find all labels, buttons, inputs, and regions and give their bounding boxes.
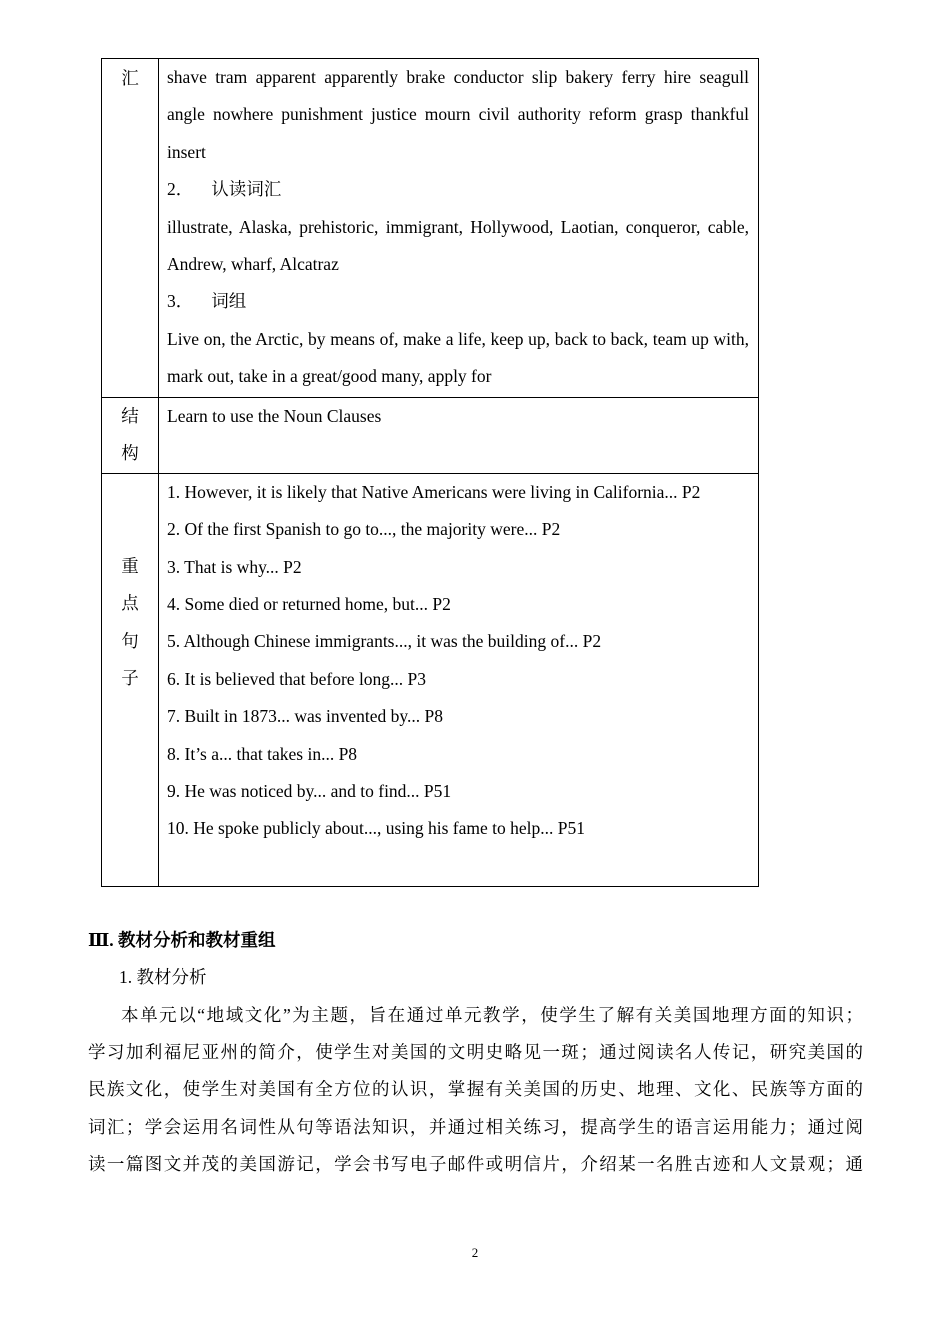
vocabulary-label-cell xyxy=(102,59,159,398)
textbook-analysis-paragraph xyxy=(88,997,863,1183)
key-sentence-item: 9. He was noticed by... and to find... P51 xyxy=(167,781,452,802)
structure-label-cell xyxy=(102,398,159,474)
vocabulary-label-char: 汇 xyxy=(121,68,139,88)
key-sentences-label-char: 重 xyxy=(121,555,139,576)
key-sentences-row xyxy=(102,473,759,886)
key-sentences-label-char: 子 xyxy=(121,668,139,689)
key-sentence-item: 1. However, it is likely that Native Americans were living in California... P2 xyxy=(167,481,701,502)
key-sentence-item: 2. Of the first Spanish to go to..., the majority were... P2 xyxy=(167,519,561,540)
key-sentence-item: 8. It’s a... that takes in... P8 xyxy=(167,743,358,764)
paragraph-line: 本单元以“地域文化”为主题，旨在通过单元教学，使学生了解有关美国地理方面的知识； xyxy=(121,1005,863,1025)
reading-vocabulary-number: 2． xyxy=(167,179,194,200)
structure-row xyxy=(102,398,759,474)
key-sentences-label-char: 句 xyxy=(121,630,139,651)
paragraph-line: 民族文化，使学生对美国有全方位的认识，掌握有关美国的历史、地理、文化、民族等方面的 xyxy=(88,1079,863,1100)
phrases-title: 词组 xyxy=(211,291,247,312)
textbook-analysis-subheading: 1. 教材分析 xyxy=(119,967,207,987)
section-heading: Ⅲ. 教材分析和教材重组 xyxy=(88,930,276,950)
paragraph-line: 学习加利福尼亚州的简介，使学生对美国的文明史略见一斑；通过阅读名人传记，研究美国的 xyxy=(88,1042,863,1063)
structure-content-cell xyxy=(159,398,759,474)
phrases-number: 3． xyxy=(167,291,194,312)
core-vocabulary-words: shave tram apparent apparently brake conductor slip bakery ferry hire seagull angle nowhere punishment justice mourn civil authority reform grasp thankful insert xyxy=(167,67,749,162)
reading-vocabulary-heading xyxy=(167,171,749,208)
structure-text: Learn to use the Noun Clauses xyxy=(167,406,382,426)
key-sentences-label-cell xyxy=(102,473,159,886)
structure-label-char: 构 xyxy=(121,443,139,464)
reading-vocabulary-words: illustrate, Alaska, prehistoric, immigrant, Hollywood, Laotian, conqueror, cable, Andrew, wharf, Alcatraz xyxy=(167,216,749,275)
paragraph-line: 读一篇图文并茂的美国游记，学会书写电子邮件或明信片，介绍某一名胜古迹和人文景观；通 xyxy=(88,1153,863,1174)
key-sentence-item: 7. Built in 1873... was invented by... P8 xyxy=(167,706,443,727)
key-sentence-item: 10. He spoke publicly about..., using his fame to help... P51 xyxy=(167,818,586,839)
key-sentence-item: 4. Some died or returned home, but... P2 xyxy=(167,594,451,615)
phrases-list: Live on, the Arctic, by means of, make a life, keep up, back to back, team up with, mark out, take in a great/good many, apply for xyxy=(167,328,749,387)
key-sentence-item: 3. That is why... P2 xyxy=(167,556,302,577)
key-sentences-label-char: 点 xyxy=(121,593,139,614)
reading-vocabulary-title: 认读词汇 xyxy=(211,179,282,200)
key-sentence-item: 6. It is believed that before long... P3 xyxy=(167,668,427,689)
vocabulary-content-cell xyxy=(159,59,759,398)
vocabulary-row xyxy=(102,59,759,398)
paragraph-line: 词汇；学会运用名词性从句等语法知识，并通过相关练习，提高学生的语言运用能力；通过阅 xyxy=(88,1116,863,1137)
key-sentences-list xyxy=(167,474,749,848)
key-sentence-item: 5. Although Chinese immigrants..., it was the building of... P2 xyxy=(167,631,602,652)
phrases-heading xyxy=(167,283,749,320)
key-sentences-content-cell xyxy=(159,473,759,886)
page-number: 2 xyxy=(471,1245,479,1260)
lesson-plan-table xyxy=(101,58,759,887)
structure-label-char: 结 xyxy=(121,406,139,426)
